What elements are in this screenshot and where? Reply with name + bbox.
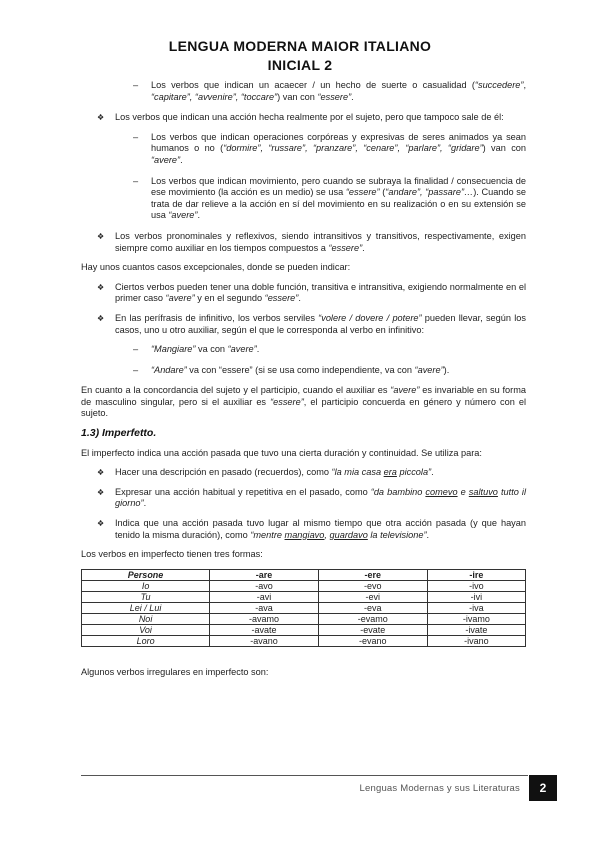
paragraph: Hay unos cuantos casos excepcionales, donde se pueden indicar:	[81, 262, 351, 273]
table-cell: -evate	[318, 624, 427, 635]
document-subtitle: INICIAL 2	[267, 57, 333, 73]
dash-item: – Los verbos que indican operaciones corpóreas y expresivas de seres animados ya sean humanos o no (“dormire”, “russare”, “pranzare”, “cenare”, “parlare”, “gridare”) van con “avere”.	[81, 132, 526, 167]
bullet-item: ❖ Indica que una acción pasada tuvo lugar al mismo tiempo que otra acción pasada (y que hayan tenido la misma duración), como “mentre mangiavo, guardavo la televisione”.	[81, 518, 526, 541]
paragraph: El imperfecto indica una acción pasada que tuvo una cierta duración y continuidad. Se utiliza para:	[81, 447, 482, 458]
table-cell: -ivi	[427, 591, 525, 602]
paragraph: Los verbos en imperfecto tienen tres formas:	[81, 549, 263, 560]
document-body	[81, 80, 526, 686]
conjugation-table	[81, 569, 526, 647]
table-header-cell: -are	[210, 569, 319, 580]
table-cell: -ivano	[427, 635, 525, 646]
bullet-item: ❖ Los verbos que indican una acción hecha realmente por el sujeto, pero que tampoco sale de él:	[81, 112, 526, 124]
table-header-row	[82, 569, 526, 580]
table-cell: -ivate	[427, 624, 525, 635]
table-cell: -evamo	[318, 613, 427, 624]
table-row	[82, 591, 526, 602]
bullet-item: ❖ Hacer una descripción en pasado (recuerdos), como “la mia casa era piccola”.	[81, 467, 526, 479]
table-cell: -evo	[318, 580, 427, 591]
table-row	[82, 624, 526, 635]
table-cell: Noi	[82, 613, 210, 624]
table-cell: Tu	[82, 591, 210, 602]
paragraph: Algunos verbos irregulares en imperfecto son:	[81, 666, 269, 677]
table-cell: -ivo	[427, 580, 525, 591]
dash-item: – Los verbos que indican movimiento, pero cuando se subraya la finalidad / consecuencia de ese movimiento (la acción es un medio) se usa “essere” (“andare”, “passare”…). Cuando se trata de dar relieve a la acción en sí del movimiento en su realización o en su extensión se usa “avere”.	[81, 176, 526, 222]
table-cell: -evi	[318, 591, 427, 602]
dash-item: – “Andare” va con “essere” (si se usa como independiente, va con “avere”).	[81, 365, 526, 377]
table-header-cell: -ire	[427, 569, 525, 580]
table-cell: Lei / Lui	[82, 602, 210, 613]
table-cell: -eva	[318, 602, 427, 613]
page-number: 2	[529, 775, 557, 801]
table-cell: -ava	[210, 602, 319, 613]
bullet-item: ❖ Los verbos pronominales y reflexivos, siendo intransitivos y transitivos, respectivamente, exigen siempre como auxiliar en los tiempos compuestos a “essere”.	[81, 231, 526, 254]
table-cell: Voi	[82, 624, 210, 635]
table-cell: -ivamo	[427, 613, 525, 624]
table-row	[82, 635, 526, 646]
table-cell: -avano	[210, 635, 319, 646]
bullet-item: ❖ Expresar una acción habitual y repetitiva en el pasado, como “da bambino comevo e saltuvo tutto il giorno”.	[81, 487, 526, 510]
bullet-item: ❖ En las perífrasis de infinitivo, los verbos serviles “volere / dovere / potere” pueden llevar, según los casos, uno u otro auxiliar, según el que le corresponda al verbo en infinitivo:	[81, 313, 526, 336]
table-cell: Loro	[82, 635, 210, 646]
table-cell: -avi	[210, 591, 319, 602]
table-cell: -avo	[210, 580, 319, 591]
table-header-cell: -ere	[318, 569, 427, 580]
table-cell: -iva	[427, 602, 525, 613]
table-row	[82, 602, 526, 613]
table-row	[82, 613, 526, 624]
document-title: LENGUA MODERNA MAIOR ITALIANO	[168, 38, 432, 54]
section-heading: 1.3) Imperfetto.	[81, 427, 157, 440]
dash-item: – Los verbos que indican un acaecer / un hecho de suerte o casualidad (“succedere”, “capitare”, “avvenire”, “toccare”) van con “essere”.	[81, 80, 526, 103]
paragraph: En cuanto a la concordancia del sujeto y el participio, cuando el auxiliar es “avere” es invariable en su forma de masculino singular, pero si el auxiliar es “essere”, el participio concuerda en género y número con el sujeto.	[81, 385, 526, 419]
table-cell: -evano	[318, 635, 427, 646]
table-header-cell: Persone	[82, 569, 210, 580]
table-cell: -avate	[210, 624, 319, 635]
table-row	[82, 580, 526, 591]
table-cell: Io	[82, 580, 210, 591]
footer-text: Lenguas Modernas y sus Literaturas	[359, 783, 520, 794]
dash-item: – “Mangiare” va con “avere”.	[81, 344, 526, 356]
bullet-item: ❖ Ciertos verbos pueden tener una doble función, transitiva e intransitiva, exigiendo normalmente en el primer caso “avere” y en el segundo “essere”.	[81, 282, 526, 305]
table-cell: -avamo	[210, 613, 319, 624]
footer-divider	[81, 775, 528, 776]
